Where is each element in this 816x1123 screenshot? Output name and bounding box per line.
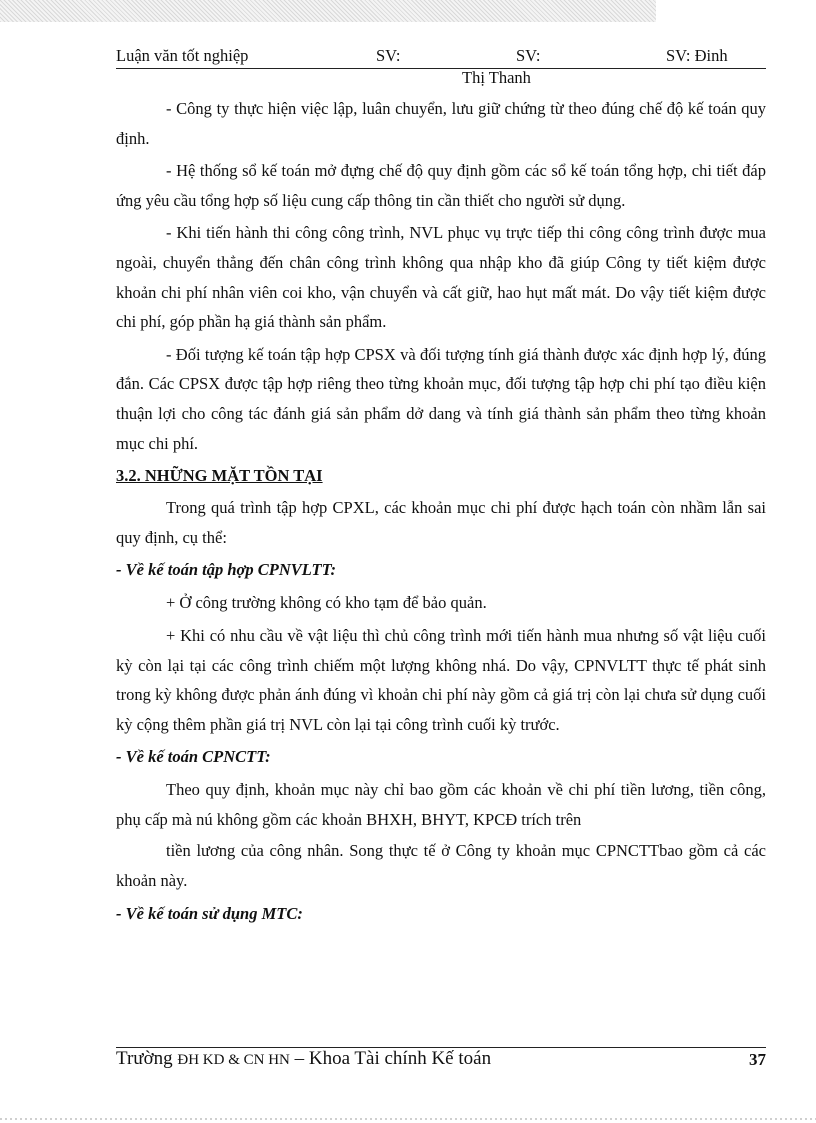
- page-footer: [116, 1047, 766, 1072]
- student-name-continuation: Thị Thanh: [462, 68, 531, 87]
- page-body: [116, 94, 766, 932]
- scan-bottom-edge: [0, 1118, 816, 1120]
- subsection-heading: - Về kế toán CPNCTT:: [116, 747, 271, 767]
- paragraph: - Công ty thực hiện việc lập, luân chuyển, lưu giữ chứng từ theo đúng chế độ kế toán quy định.: [116, 99, 766, 148]
- footer-faculty: – Khoa Tài chính Kế toán: [289, 1048, 492, 1069]
- thesis-title: Luận văn tốt nghiệp: [116, 46, 249, 65]
- paragraph: Theo quy định, khoản mục này chỉ bao gồm các khoản về chi phí tiền lương, tiền công, phụ cấp mà nú không gồm các khoản BHXH, BHYT, KPCĐ trích trên: [116, 780, 766, 829]
- student-label-1: SV:: [376, 46, 401, 65]
- paragraph: + Ở công trường không có kho tạm để bảo quản.: [166, 593, 487, 613]
- paragraph: - Khi tiến hành thi công công trình, NVL phục vụ trực tiếp thi công công trình được mua ngoài, chuyển thẳng đến chân công trình không qua nhập kho đã giúp Công ty tiết kiệm được khoản chi phí nhân viên coi kho, vận chuyển và cất giữ, hao hụt mất mát. Do vậy tiết kiệm được chi phí, góp phần hạ giá thành sản phẩm.: [116, 223, 766, 332]
- paragraph: + Khi có nhu cầu về vật liệu thì chủ công trình mới tiến hành mua nhưng số vật liệu cuối kỳ còn lại tại các công trình chiếm một lượng không nhá. Do vậy, CPNVLTT thực tế phát sinh trong kỳ không được phản ánh đúng vì khoản chi phí này gồm cả giá trị còn lại chưa sử dụng cuối kỳ cộng thêm phần giá trị NVL còn lại tại công trình cuối kỳ trước.: [116, 625, 766, 734]
- footer-school: [116, 1048, 491, 1070]
- paragraph: - Đối tượng kế toán tập hợp CPSX và đối tượng tính giá thành được xác định hợp lý, đúng đắn. Các CPSX được tập hợp riêng theo từng khoản mục, đối tượng tập hợp chi phí tạo điều kiện thuận lợi cho công tác đánh giá sản phẩm dở dang và tính giá thành sản phẩm theo từng khoản mục chi phí.: [116, 344, 766, 453]
- page-number: 37: [749, 1050, 766, 1069]
- scan-top-strip: [0, 0, 656, 22]
- student-label-2: SV:: [516, 46, 541, 65]
- subsection-heading: - Về kế toán tập hợp CPNVLTT:: [116, 560, 336, 580]
- footer-school-prefix: Trường: [116, 1048, 178, 1069]
- paragraph: Trong quá trình tập hợp CPXL, các khoản mục chi phí được hạch toán còn nhầm lẫn sai quy định, cụ thể:: [116, 498, 766, 547]
- footer-school-abbr: ĐH KD & CN HN: [177, 1052, 290, 1068]
- section-heading: 3.2. NHỮNG MẶT TỒN TẠI: [116, 466, 323, 486]
- page-header: [116, 46, 766, 69]
- student-label-3: SV: Đinh: [666, 46, 728, 65]
- paragraph: - Hệ thống sổ kế toán mở đựng chế độ quy định gồm các sổ kế toán tổng hợp, chi tiết đáp ứng yêu cầu tổng hợp số liệu cung cấp thông tin cần thiết cho người sử dụng.: [116, 161, 766, 210]
- paragraph: tiền lương của công nhân. Song thực tế ở Công ty khoản mục CPNCTTbao gồm cả các khoản này.: [116, 841, 766, 891]
- subsection-heading: - Về kế toán sử dụng MTC:: [116, 903, 303, 923]
